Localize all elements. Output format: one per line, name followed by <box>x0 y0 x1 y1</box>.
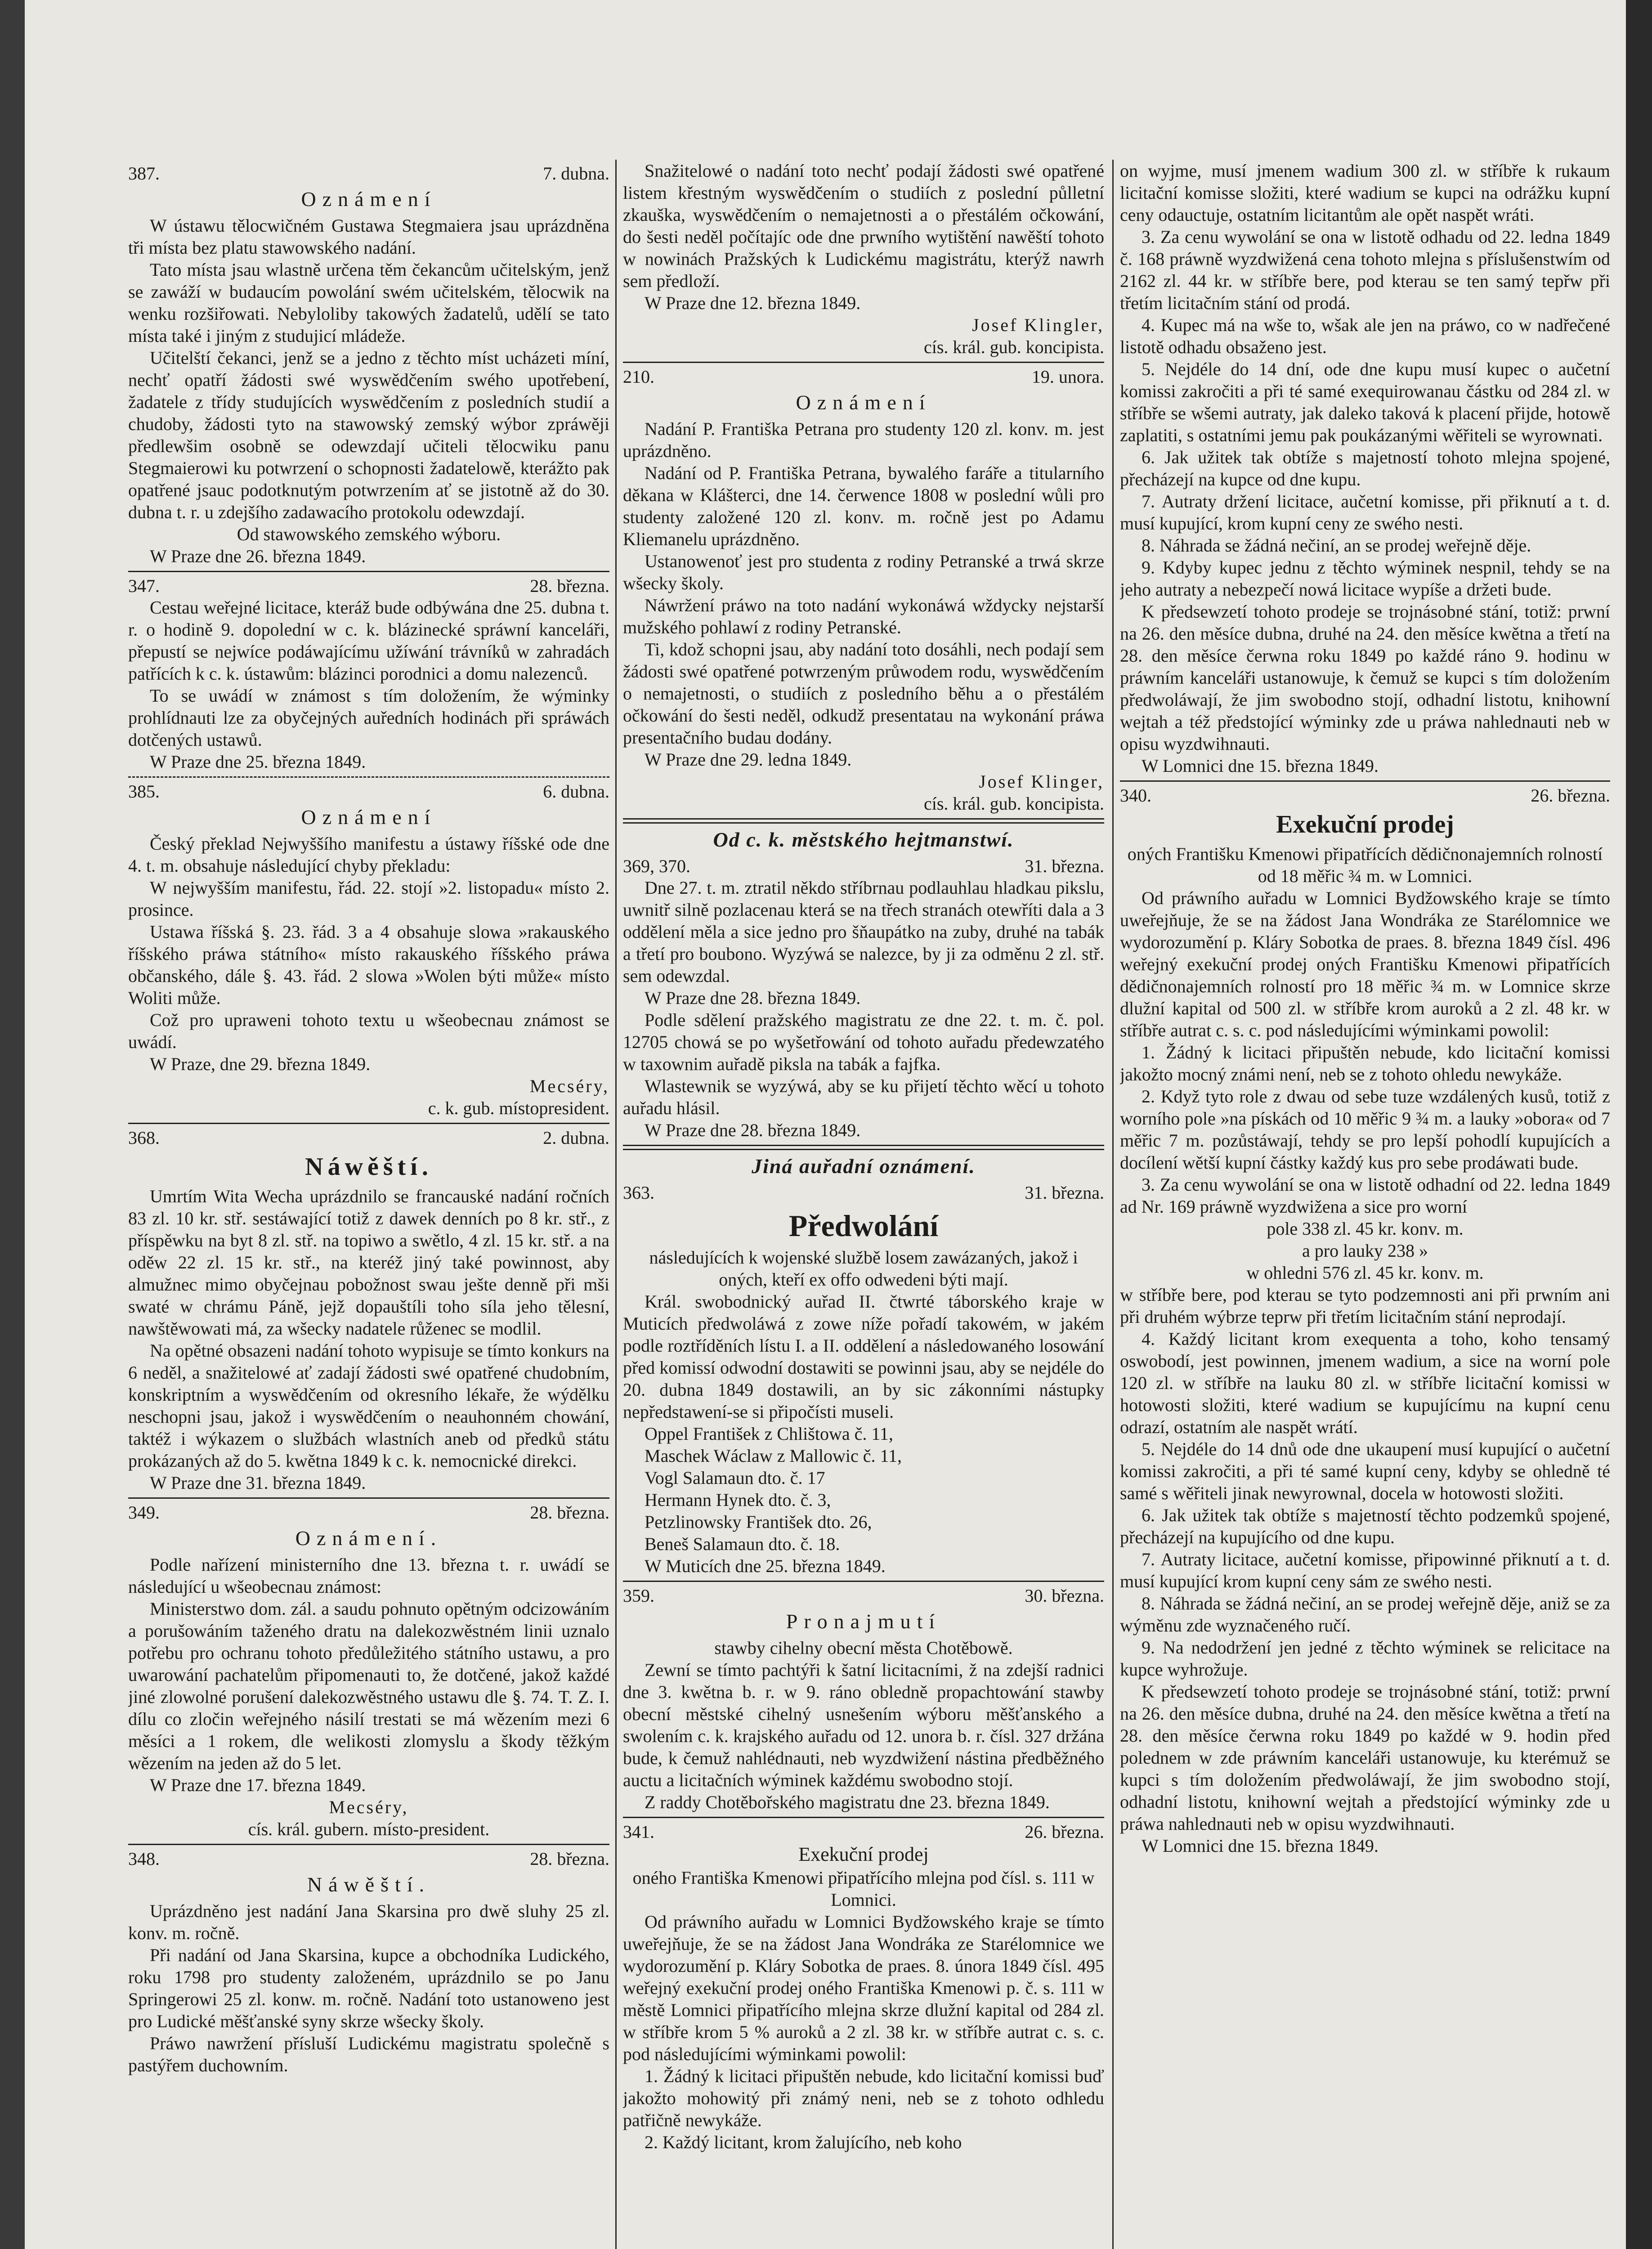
notice-number: 348. <box>128 1849 160 1869</box>
notice-date: 31. března. <box>1025 1183 1104 1203</box>
list-item: Petzlinowsky František dto. 26, <box>645 1512 872 1532</box>
notice-210 <box>623 367 1104 815</box>
paragraph: stawby cihelny obecní města Chotěbowě. <box>714 1638 1013 1658</box>
signature-name: Josef Klinger, <box>979 771 1104 792</box>
column-divider <box>1112 160 1114 2249</box>
paragraph: Podle nařízení ministerního dne 13. března t. r. uwádí se následující u wšeobecnau známost: <box>128 1555 609 1597</box>
paragraph: 1. Žádný k licitaci připuštěn nebude, kdo licitační komissi buď jakožto mohowitý při známý neni, neb se z tohoto odhledu patřičně newykáže. <box>623 2066 1104 2130</box>
paragraph: Ustanowenoť jest pro studenta z rodiny Petranské a trwá skrze wšecky školy. <box>623 551 1104 593</box>
signature-name: Mecséry, <box>529 1076 609 1096</box>
paragraph: 8. Náhrada se žádná nečiní, an se prodej weřejně děje. <box>1142 535 1531 556</box>
section-heading: Od c. k. městského hejtmanstwí. <box>713 828 1014 851</box>
notice-date: 31. března. <box>1025 856 1104 876</box>
place-date: W Muticích dne 25. března 1849. <box>645 1556 886 1576</box>
signature-name: Josef Klingler, <box>972 315 1104 335</box>
place-date: Z raddy Chotěbořského magistratu dne 23. března 1849. <box>645 1792 1050 1812</box>
notice-number: 368. <box>128 1128 160 1148</box>
notice-number: 341. <box>623 1822 654 1842</box>
place-date: W Praze, dne 29. března 1849. <box>150 1054 371 1074</box>
place-date: W Lomnici dne 15. března 1849. <box>1142 756 1379 776</box>
place-date: W Praze dne 17. března 1849. <box>150 1775 366 1795</box>
notice-number: 349. <box>128 1502 160 1523</box>
scan-edge <box>0 0 25 2249</box>
paragraph: Na opětné obsazeni nadání tohoto wypisuje se tímto konkurs na 6 neděl, a snažitelowé ať zadají žádosti swé opatřené chudobním, konskriptním a wyswědčením od okresního lékaře, že wýdělku neschopni jsau, jakož i wyswědčením o neauhonném chowání, taktéž i wýkazem o službách wlastních aneb od předků státu prokázaných až do 5. kwětna 1849 k c. k. nemocnické direkci. <box>128 1340 609 1471</box>
notice-347 <box>128 576 609 773</box>
notice-348 <box>128 1849 609 2076</box>
notice-340 <box>1120 785 1610 1857</box>
paragraph: Český překlad Nejwyššího manifestu a ústawy říšské ode dne 4. t. m. obsahuje následující chyby překladu: <box>128 833 609 876</box>
signature-title: cís. král. gub. koncipista. <box>923 337 1104 357</box>
separator-rule <box>128 776 609 778</box>
signature-title: c. k. gub. místopresident. <box>428 1098 609 1118</box>
paragraph: 5. Nejdéle do 14 dnů ode dne ukaupení musí kupující o aučetní komissi zakročiti, a při té samé kupní ceny, kdyby se ohledně té samé s wěřiteli jinak newyrownal, docela w hotowosti složiti. <box>1120 1439 1610 1503</box>
place-date: W Lomnici dne 15. března 1849. <box>1142 1836 1379 1856</box>
signature: Od stawowského zemského wýboru. <box>237 524 501 544</box>
place-date: W Praze dne 31. března 1849. <box>150 1473 366 1493</box>
paragraph: Wlastewnik se wyzýwá, aby se ku přijetí těchto wěcí u tohoto auřadu hlásil. <box>623 1076 1104 1118</box>
signature-name: Mecséry, <box>329 1797 409 1817</box>
paragraph: Což pro upraweni tohoto textu u wšeobecnau známost se uwádí. <box>128 1010 609 1052</box>
paragraph: W nejwyšším manifestu, řád. 22. stojí »2. listopadu« místo 2. prosince. <box>128 878 609 920</box>
paragraph: Ustawa říšská §. 23. řád. 3 a 4 obsahuje slowa »rakauského říšského práwa státního« místo rakauského říšského práwa občanského, dále §. 43. řád. 2 slowa »Wolen býti může« místo Woliti může. <box>128 922 609 1008</box>
list-item: Vogl Salamaun dto. č. 17 <box>645 1468 825 1488</box>
notice-date: 26. března. <box>1025 1822 1104 1842</box>
notice-number: 387. <box>128 163 160 184</box>
separator-rule <box>128 571 609 572</box>
column-left <box>128 160 609 2076</box>
paragraph: Snažitelowé o nadání toto nechť podají žádosti swé opatřené listem křestným wyswědčením o studiích z poslední půlletní zkauška, wyswědčením o nemajetnosti a o přestálém očkowání, do šesti neděl počítajíc ode dne prwního wytištění nawěští tohoto w nowinách Pražských k Ludickému magistrátu, kterýž nawrh sem předloží. <box>623 161 1104 291</box>
paragraph: 4. Každý licitant krom exequenta a toho, koho tensamý oswobodí, jest powinnen, jmenem wadium, a sice na worní pole 120 zl. w stříbře na lauku 80 zl. w stříbře licitační komissi w hotowosti složiti, které wadium se kupujícímu na kupní cenu odrazí, ostatním ale naspět wrátí. <box>1120 1329 1610 1437</box>
notice-date: 6. dubna. <box>543 781 609 802</box>
notice-date: 28. března. <box>530 1502 609 1523</box>
paragraph: Od práwního auřadu w Lomnici Bydžowského kraje se tímto uweřejňuje, že se na žádost Jana Wondráka ze Starélomnice we wydorozumění p. Kláry Sobotka de praes. 8. února 1849 čísl. 495 weřejný exekuční prodej oného Františka Kmenowi p. č. s. 111 w městě Lomnici připatřícího mlejna skrze dlužní kapital od 284 zl. w stříbře krom 5 % auroků a 2 zl. 38 kr. w stříbře autrat c. s. c. pod následujícími wýminkami powolil: <box>623 1912 1104 2064</box>
notice-number: 210. <box>623 367 654 387</box>
paragraph: 8. Náhrada se žádná nečiní, an se prodej weřejně děje, aniž se za wýměnu zde wyznačeného ručí. <box>1120 1593 1610 1635</box>
paragraph: Náwržení práwo na toto nadání wykonáwá wždycky nejstarší mužského pohlawí z rodiny Petranské. <box>623 595 1104 637</box>
paragraph: 6. Jak užitek tak obtíže s majetností tohoto mlejna spojené, přecházejí na kupce od dne kupu. <box>1120 447 1610 489</box>
paragraph: w stříbře bere, pod kterau se tyto podzemnosti ani při prwním ani při druhém wýbrze teprw při třetím licitačním stání neprodají. <box>1120 1285 1610 1327</box>
list-item: Beneš Salamaun dto. č. 18. <box>645 1534 840 1554</box>
price-line: pole 338 zl. 45 kr. konv. m. <box>1267 1219 1464 1239</box>
paragraph: Dne 27. t. m. ztratil někdo stříbrnau podlauhlau hladkau pikslu, uwnitř silně pozlacenau která se na třech stranách otewříti dala a 3 oddělení měla a sice jedno pro šňaupátko na zuby, druhé na tabák a třetí pro boubono. Wyzýwá se nalezce, by ji za odměnu 2 zl. stř. sem odewzdal. <box>623 878 1104 986</box>
notice-number: 359. <box>623 1586 654 1606</box>
paragraph: Nadání P. Františka Petrana pro studenty 120 zl. konv. m. jest uprázdněno. <box>623 419 1104 461</box>
paragraph: Učitelští čekanci, jenž se a jedno z těchto míst ucházeti míní, nechť opatří žádosti swé wyswědčením swého upotřebení, žadatele z třídy studujících wyswědčením z posledních studií a chudoby, žádosti tyto na stawowský zemský wýbor zpráwěji předlewšim osobně se odewzdají učiteli tělocwiku panu Stegmaierowi ku potwrzení o schopnosti žadatelowě, kterážto pak opatřené jsauc podotknutým potwrzením ať se jistotně až do 30. dubna t. r. u zdejšího zadawacího protokolu odewzdají. <box>128 348 609 522</box>
place-date: W Praze dne 26. března 1849. <box>150 546 366 566</box>
paragraph: 3. Za cenu wywolání se ona w listotě odhadu od 22. ledna 1849 č. 168 práwně wyzdwižená cena tohoto mlejna s příslušenstwím od 2162 zl. 44 kr. w stříbře bere, pod kterau se ten samý tepřw při třetím licitačním stání od prodá. <box>1120 227 1610 313</box>
notice-title: Oznámení <box>301 188 437 211</box>
notice-349 <box>128 1502 609 1840</box>
paragraph: 3. Za cenu wywolání se ona w listotě odhadní od 22. ledna 1849 ad Nr. 169 práwně wyzdwižena a sice pro worní <box>1120 1174 1610 1217</box>
paragraph: 5. Nejdéle do 14 dní, ode dne kupu musí kupec o aučetní komissi zakročiti a při té samé exequirowanau částku od 284 zl. w stříbře se wšemi autraty, jak daleko taková k placení přijde, hotowě zaplatiti, s ostatními jemu pak poukázanými wěřiteli se wyrownati. <box>1120 359 1610 445</box>
paragraph: Práwo nawržení přísluší Ludickému magistratu společně s pastýřem duchowním. <box>128 2033 609 2075</box>
notice-number: 363. <box>623 1183 654 1203</box>
paragraph: Zewní se tímto pachtýři k šatní licitacními, ž na zdejší radnici dne 3. kwětna b. r. w 9. ráno obledně propachtowání stawby obecní městské cihelný usnešením wýboru měšťanského a swolením c. k. krajského auřadu od 12. unora b. r. čísl. 327 držána bude, k čemuž nahlédnauti, neb wyzdwižení nástina předběžného auctu a licitačních wýminek každému swobodno stojí. <box>623 1660 1104 1790</box>
notice-title: Oznámení <box>796 391 931 414</box>
section-heading: Jiná auřadní oznámení. <box>752 1155 976 1178</box>
paragraph: K předsewzetí tohoto prodeje se trojnásobné stání, totiž: prwní na 26. den měsíce dubna, druhé na 24. den měsíce kwětna a třetí na 28. den měsíce čerwna roku 1849 po každé ráno 9. hodinu w práwním kanceláři ustanowuje, k čemuž se kupci s tím doložením předwoláwají, že jim swobodno stojí, odhadní listotu, knihowní wejtah a též předstojící wýminky zde u práwa nahlednauti neb w opisu wyzdwihnauti. <box>1120 601 1610 754</box>
notice-number: 369, 370. <box>623 856 690 876</box>
notice-title: Pronajmutí <box>786 1610 941 1633</box>
notice-date: 7. dubna. <box>543 163 609 184</box>
paragraph: 4. Kupec má na wše to, wšak ale jen na práwo, co w nadřečené listotě odhadu obsaženo jest. <box>1120 315 1610 357</box>
column-middle <box>623 160 1104 2153</box>
paragraph: Podle sdělení pražského magistratu ze dne 22. t. m. č. pol. 12705 chowá se po wyšetřowání od tohoto auřadu předewzatého w taxownim auřadě piksla na tabák a fajfka. <box>623 1010 1104 1074</box>
notice-continued <box>1120 160 1610 777</box>
paragraph: Nadání od P. Františka Petrana, bywalého faráře a titularního děkana w Klášterci, dne 14. čerwence 1808 w poslední wůli pro studenty založené 120 zl. konv. m. ročně jest po Adamu Kliemanelu uprázdněno. <box>623 463 1104 549</box>
notice-date: 26. března. <box>1531 785 1610 806</box>
notice-363 <box>623 1183 1104 1577</box>
paragraph: Při nadání od Jana Skarsina, kupce a obchodníka Ludického, roku 1798 pro studenty založeném, uprázdnilo se po Janu Springerowi 25 zl. konw. m. ročně. Nadání toto ustanoweno jest pro Ludické měšťanské syny skrze wšecky školy. <box>128 1945 609 2031</box>
paragraph: 9. Kdyby kupec jednu z těchto wýminek nespnil, tehdy se na jeho autraty a nebezpečí nowá licitace wypíše a držeti bude. <box>1120 557 1610 600</box>
paragraph: Ministerstwo dom. zál. a saudu pohnuto opětným odcizowáním a porušowáním taženého dratu na dalekozwěstném linii uznalo potřebu pro ochranu tohoto předůležitého státního ustawu, a pro uwarowání pachatelům připomenauti to, že dotčené, jakož každé jiné zlowolné porušení dalekozwěstného ustawu dle §. 74. T. Z. I. dílu co zločin weřejného násilí trestati se má wězením mezi 6 měsíci a 1 rokem, dle welikosti zlomyslu a škody těžkým wězením na jeden až do 5 let. <box>128 1599 609 1773</box>
paragraph: 9. Na nedodržení jen jedné z těchto wýminek se relicitace na kupce wyhrožuje. <box>1120 1637 1610 1680</box>
notice-369 <box>623 856 1104 1141</box>
paragraph: on wyjme, musí jmenem wadium 300 zl. w stříbře k rukaum licitační komisse složiti, které wadium se kupci na odrážku kupní ceny odauctuje, ostatním licitantům ale opět naspět wráti. <box>1120 161 1610 225</box>
section-rule <box>623 1145 1104 1150</box>
notice-number: 385. <box>128 781 160 802</box>
place-date: W Praze dne 12. března 1849. <box>645 293 861 313</box>
notice-title: Náwěští. <box>307 1873 431 1896</box>
notice-341 <box>623 1822 1104 2153</box>
paragraph: Od práwního auřadu w Lomnici Bydžowského kraje se tímto uweřejňuje, že se na žádost Jana Wondráka ze Starélomnice we wydorozumění p. Kláry Sobotka de praes. 8. března 1849 čísl. 496 weřejný exekuční prodej oných Františku Kmenowi připatřících dědičnonajemních rolností pro 18 měřic ¾ m. w Lomnice skrze dlužní kapital od 500 zl. w stříbře krom auroků a 2 zl. 48 kr. w stříbře autrat c. s. c. pod následujícími wýminkami powolil: <box>1120 888 1610 1040</box>
separator-rule <box>128 1497 609 1499</box>
place-date: W Praze dne 25. března 1849. <box>150 752 366 772</box>
separator-rule <box>128 1123 609 1124</box>
price-line: a pro lauky 238 » <box>1302 1241 1428 1261</box>
place-date: W Praze dne 28. března 1849. <box>645 988 861 1008</box>
notice-title: Oznámení <box>301 806 437 829</box>
notice-title: Exekuční prodej <box>1276 811 1454 838</box>
column-right <box>1120 160 1610 1857</box>
separator-rule <box>128 1844 609 1845</box>
paragraph: 2. Každý licitant, krom žalujícího, neb koho <box>645 2132 962 2152</box>
paragraph: následujících k wojenské službě losem zawázaných, jakož i oných, kteří ex offo odwedeni býti mají. <box>649 1247 1078 1290</box>
notice-number: 340. <box>1120 785 1151 806</box>
notice-359 <box>623 1586 1104 1813</box>
paragraph: 7. Autraty licitace, aučetní komisse, připowinné přiknutí a t. d. musí kupující krom kupní ceny sám ze swého nesti. <box>1120 1549 1610 1591</box>
notice-title: Exekuční prodej <box>798 1843 929 1865</box>
signature-title: cís. král. gub. koncipista. <box>923 793 1104 814</box>
notice-387 <box>128 163 609 567</box>
notice-date: 28. března. <box>530 1849 609 1869</box>
paragraph: Tato místa jsau wlastně určena těm čekancům učitelským, jenž se zawáží w budaucím powolání swém učitelském, tělocwik na wenku rozšiřowati. Nebyloliby takowých žadatelů, udělí se tato místa také i jiným z studujicí mládeže. <box>128 260 609 346</box>
list-item: Oppel František z Chlištowa č. 11, <box>645 1424 893 1444</box>
paragraph: To se uwádí w známost s tím doložením, že wýminky prohlídnauti lze za obyčejných auředních hodinách při spráwách dotčených ustawů. <box>128 685 609 750</box>
paragraph: oných Františku Kmenowi připatřících dědičnonajemních rolností od 18 měřic ¾ m. w Lomnici. <box>1127 844 1603 886</box>
separator-rule <box>1120 780 1610 782</box>
price-line: w ohledni 576 zl. 45 kr. konv. m. <box>1246 1263 1484 1283</box>
newspaper-page <box>25 0 1626 2249</box>
paragraph: 7. Autraty držení licitace, aučetní komisse, při přiknutí a t. d. musí kupující, krom kupní ceny ze swého nesti. <box>1120 491 1610 533</box>
column-divider <box>615 160 617 2249</box>
paragraph: Král. swobodnický auřad II. čtwrté táborského kraje w Muticích předwoláwá z zowe níže pořadí takowém, w jakém podle roztříděních lístu I. a II. oddělení a následowaného losowání před komissí odwodní dostawiti se powinni jsau, aby se nejdéle do 20. dubna 1849 dostawili, an by sic zákonními nástupky nepředstawení-se si připočísti museli. <box>623 1291 1104 1422</box>
paragraph: oného Františka Kmenowi připatřícího mlejna pod čísl. s. 111 w Lomnici. <box>632 1868 1095 1910</box>
separator-rule <box>623 362 1104 363</box>
place-date: W Praze dne 29. ledna 1849. <box>645 749 852 770</box>
separator-rule <box>623 1581 1104 1582</box>
notice-title: Předwolání <box>788 1209 939 1243</box>
paragraph: K předsewzetí tohoto prodeje se trojnásobné stání, totiž: prwní na 26. den měsíce dubna, druhé na 24. den měsíce kwětna a třetí na 28. den měsíce čerwna roku 1849 po každé w 9. hodin před polednem w zde práwním kanceláři ustanowuje, ku kterémuž se kupci s tím doložením předwoláwají, že jim swobodno stojí, odhadní listotu, knihowní wejtah a předstojící wýminky zde u práwa nahlednauti neb w opisu wyzdwihnauti. <box>1120 1681 1610 1834</box>
paragraph: Ti, kdož schopni jsau, aby nadání toto dosáhli, nech podají sem žádosti swé opatřené potwrzeným průwodem rodu, wyswědčením o nemajetnosti, o studiích z posledního běhu a o přestálém očkowání do šesti neděl, odkudž presentatau na wykonání práwa presentačního budau dodány. <box>623 639 1104 748</box>
notice-date: 19. unora. <box>1031 367 1104 387</box>
paragraph: W ústawu tělocwičném Gustawa Stegmaiera jsau uprázdněna tři místa bez platu stawowského nadání. <box>128 215 609 258</box>
section-rule <box>623 818 1104 824</box>
notice-number: 347. <box>128 576 160 596</box>
paragraph: Cestau weřejné licitace, kteráž bude odbýwána dne 25. dubna t. r. o hodině 9. dopolední w c. k. blázinecké spráwní kanceláři, přepustí se nejwíce podáwajícímu užíwání trávníků w zahradách patřících k c. k. ústawům: blázinci porodnici a domu nalezenců. <box>128 597 609 684</box>
list-item: Hermann Hynek dto. č. 3, <box>645 1490 831 1510</box>
notice-date: 28. března. <box>530 576 609 596</box>
notice-title: Náwěští. <box>305 1153 433 1181</box>
notice-continued <box>623 160 1104 358</box>
notice-date: 2. dubna. <box>543 1128 609 1148</box>
paragraph: Uprázdněno jest nadání Jana Skarsina pro dwě sluhy 25 zl. konv. m. ročně. <box>128 1901 609 1943</box>
notice-title: Oznámení. <box>295 1527 443 1550</box>
separator-rule <box>623 1817 1104 1818</box>
notice-date: 30. března. <box>1025 1586 1104 1606</box>
place-date: W Praze dne 28. března 1849. <box>645 1120 861 1140</box>
paragraph: 6. Jak užitek tak obtíže s majetností těchto podzemků spojené, přecházejí na kupujícího od dne kupu. <box>1120 1505 1610 1547</box>
paragraph: Umrtím Wita Wecha uprázdnilo se francauské nadání ročních 83 zl. 10 kr. stř. sestáwající totiž z dawek denních po 8 kr. stř., z příspěwku na byt 8 zl. stř. na topiwo a swětlo, 4 zl. 15 kr. stř. a na oděw 22 zl. 15 kr. stř., na kteréž jiný také powinnost, aby almužnec mimo obyčejnau pobožnost swau ješte denně při mši swaté w chrámu Páně, jejž dopauštíli toho síla jeho tělesní, nawštěwowati má, za wšecky nadatele růženec se modlil. <box>128 1186 609 1339</box>
list-item: Maschek Wáclaw z Mallowic č. 11, <box>645 1446 902 1466</box>
signature-title: cís. král. gubern. místo-president. <box>248 1819 490 1839</box>
notice-385 <box>128 781 609 1119</box>
notice-368 <box>128 1128 609 1494</box>
paragraph: 1. Žádný k licitaci připuštěn nebude, kdo licitační komissi jakožto mocný známi není, neb se z tohoto ohledu newykáže. <box>1120 1042 1610 1084</box>
paragraph: 2. Když tyto role z dwau od sebe tuze wzdálených kusů, totiž z worního pole »na pískách od 10 měřic 9 ¾ m. a lauky »obora« od 7 měřic 7 m. pozůstáwají, tehdy se pro lepší pohodlí kupujících a docílení wětší kupní částky každý kus pro sebe prodáwati bude. <box>1120 1086 1610 1173</box>
